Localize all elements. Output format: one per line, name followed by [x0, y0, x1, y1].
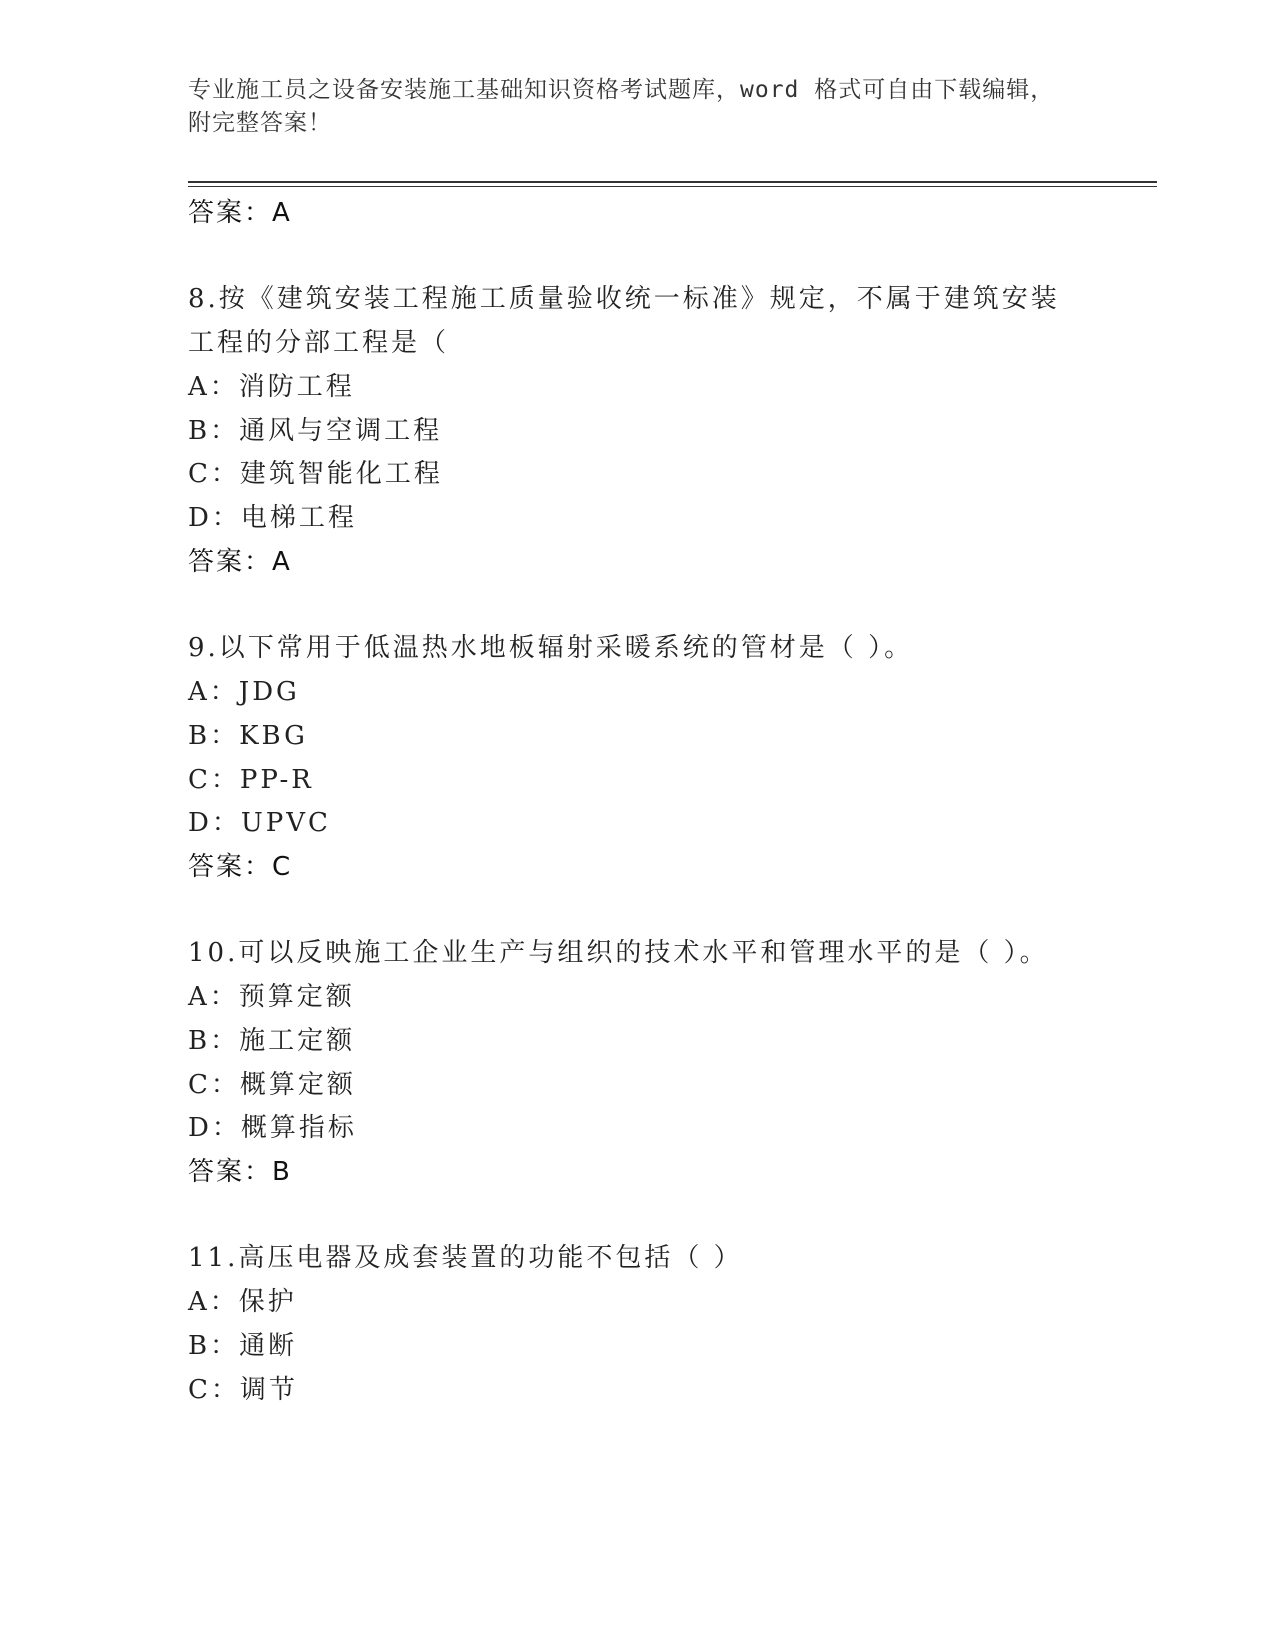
question-9-option-b: B：KBG [188, 721, 308, 751]
question-10-stem: 10.可以反映施工企业生产与组织的技术水平和管理水平的是（ ）。 [188, 938, 1049, 968]
question-8-stem-line-2: 工程的分部工程是（ [188, 328, 450, 358]
question-8-option-d: D：电梯工程 [188, 503, 357, 533]
header-line-2: 附完整答案！ [188, 110, 332, 136]
question-8-option-a: A：消防工程 [188, 372, 355, 402]
question-11-option-a: A：保护 [188, 1287, 297, 1317]
header-rule-thin [188, 186, 1157, 187]
question-11-option-b: B：通断 [188, 1331, 298, 1361]
question-8-option-b: B：通风与空调工程 [188, 416, 443, 446]
question-10-option-b: B：施工定额 [188, 1026, 356, 1056]
question-11-stem: 11.高压电器及成套装置的功能不包括（ ） [188, 1243, 743, 1273]
document-header [188, 74, 1068, 140]
question-9-answer: 答案：C [188, 852, 293, 882]
question-9-option-c: C：PP-R [188, 765, 314, 795]
previous-answer: 答案：A [188, 198, 292, 228]
question-10-option-a: A：预算定额 [188, 982, 355, 1012]
header-rule-thick [188, 181, 1157, 183]
question-10-answer: 答案：B [188, 1157, 292, 1187]
question-9-option-d: D：UPVC [188, 808, 331, 838]
question-9-stem: 9.以下常用于低温热水地板辐射采暖系统的管材是（ ）。 [188, 633, 914, 663]
question-8-answer: 答案：A [188, 547, 292, 577]
question-8-stem-line-1: 8.按《建筑安装工程施工质量验收统一标准》规定，不属于建筑安装 [188, 284, 1060, 314]
header-line-1: 专业施工员之设备安装施工基础知识资格考试题库，word 格式可自由下载编辑， [188, 77, 1055, 103]
question-8-option-c: C：建筑智能化工程 [188, 459, 443, 489]
question-10-option-d: D：概算指标 [188, 1113, 357, 1143]
question-9-option-a: A：JDG [188, 677, 300, 707]
question-11-option-c: C：调节 [188, 1375, 298, 1405]
question-10-option-c: C：概算定额 [188, 1070, 356, 1100]
